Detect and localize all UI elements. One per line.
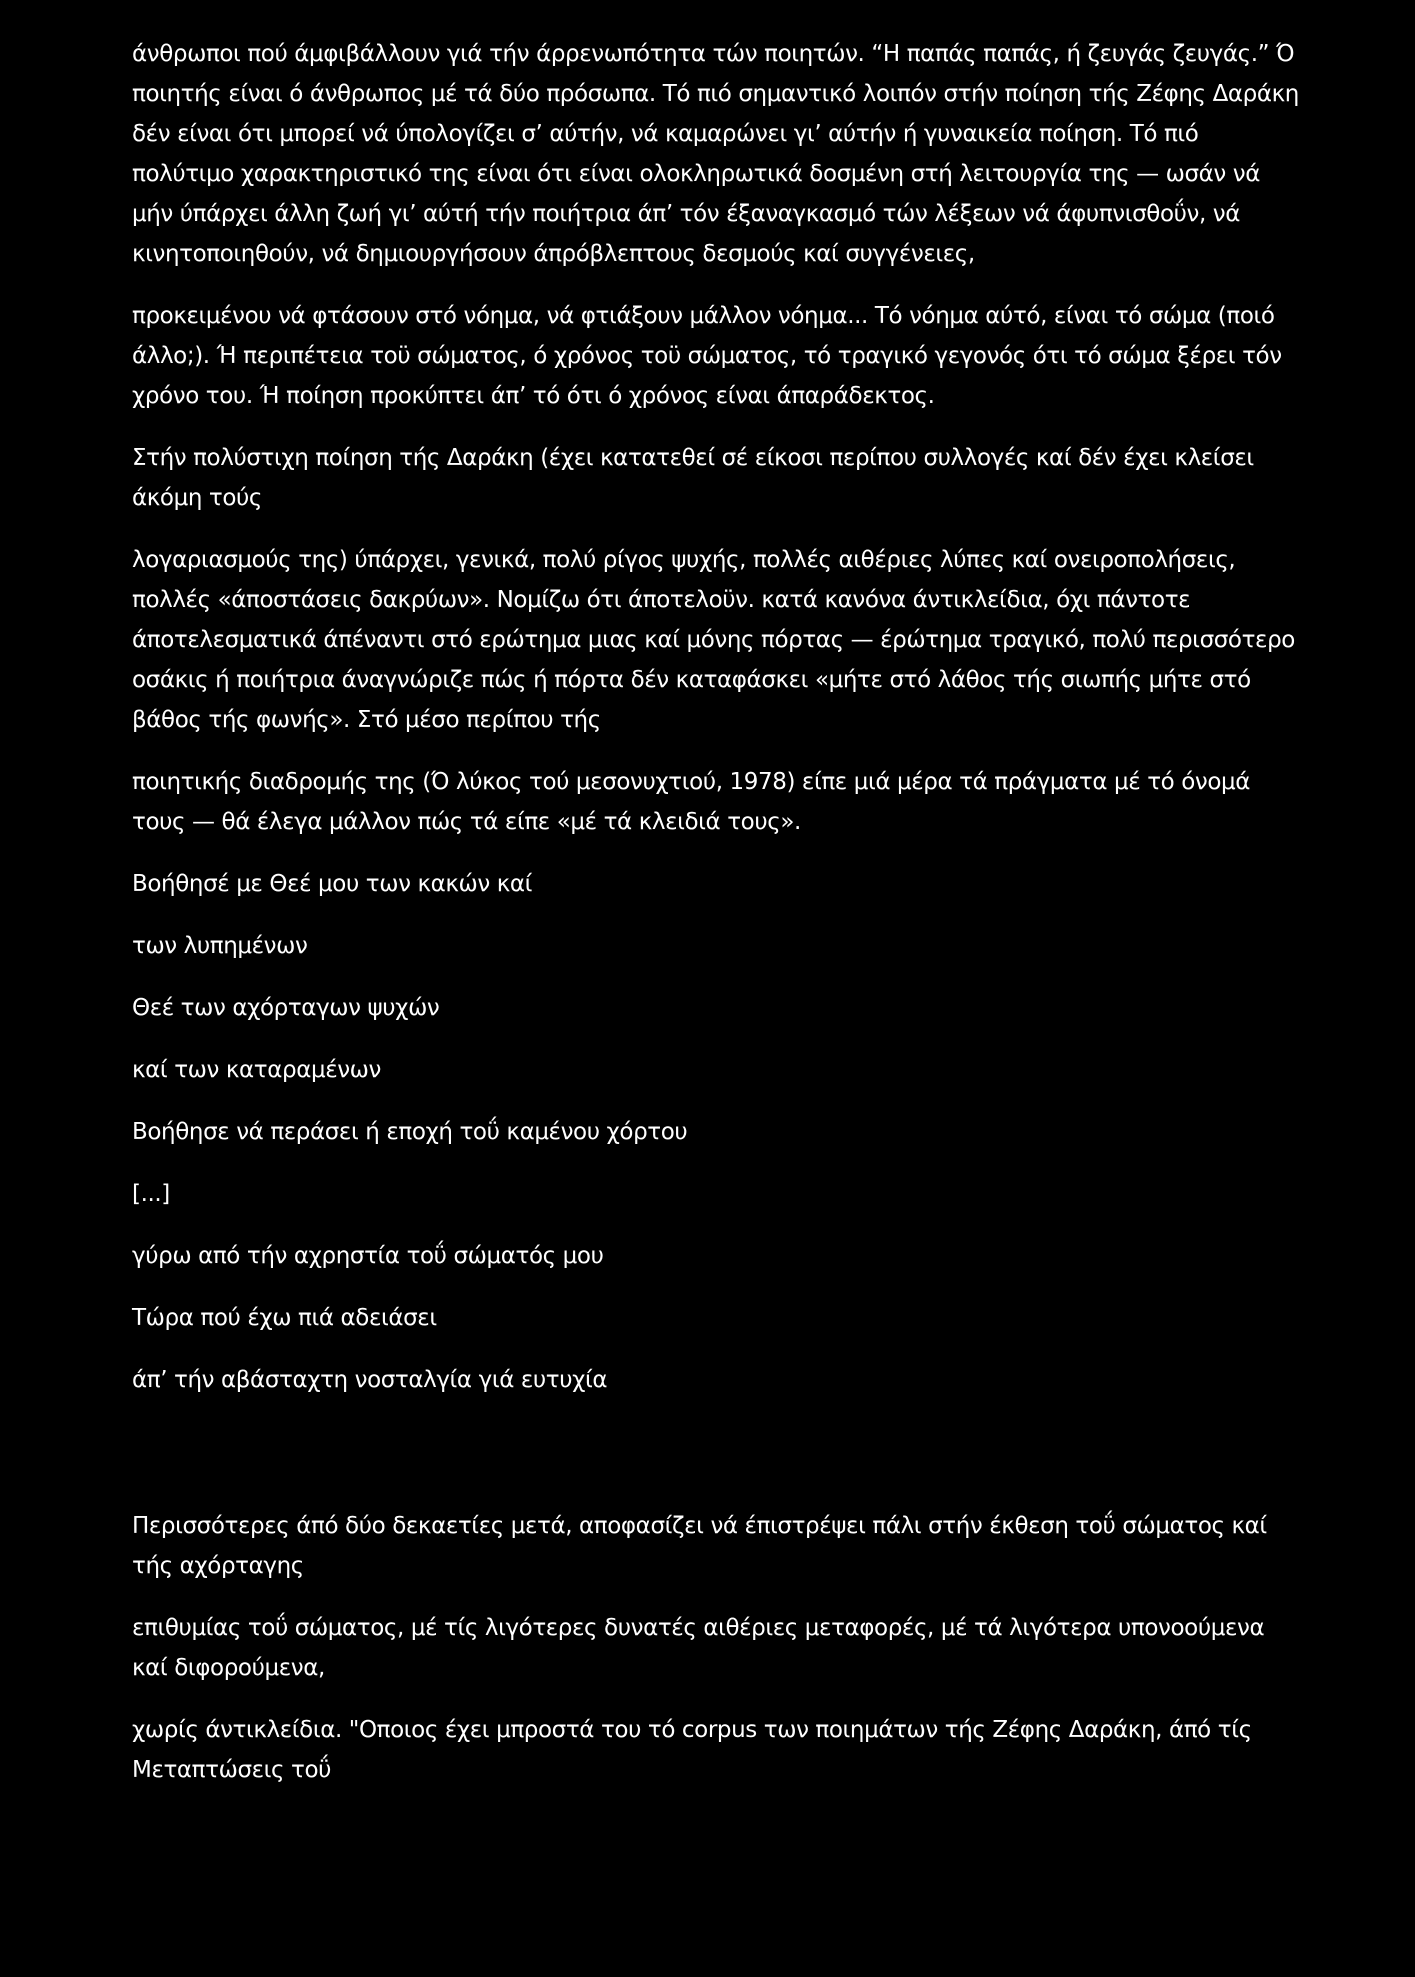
verse-line: [...] bbox=[132, 1181, 170, 1207]
paragraph: λογαριασμούς της) ύπάρχει, γενικά, πολύ ρίγος ψυχής, πολλές αιθέριες λύπες καί ονειροπολήσεις, πολλές «άποστάσεις δακρύων». Νομίζω ότι άποτελοϋν. κατά κανόνα άντικλείδια, όχι πάντοτε άποτελεσματικά άπέναντι στό ερώτημα μιας καί μόνης πόρτας — έρώτημα τραγικό, πολύ περισσότερο οσάκις ή ποιήτρια άναγνώριζε πώς ή πόρτα δέν καταφάσκει «μήτε στό λάθος τής σιωπής μήτε στό βάθος τής φωνής». Στό μέσο περίπου τής bbox=[132, 547, 1295, 733]
verse-line: Θεέ των αχόρταγων ψυχών bbox=[132, 995, 440, 1021]
verse-line: Τώρα πού έχω πιά αδειάσει bbox=[132, 1305, 437, 1331]
paragraph: χωρίς άντικλείδια. "Οποιος έχει μπροστά του τό corpus των ποιημάτων τής Ζέφης Δαράκη, άπό τίς Μεταπτώσεις τοΰ bbox=[132, 1717, 1252, 1783]
paragraph: προκειμένου νά φτάσουν στό νόημα, νά φτιάξουν μάλλον νόημα... Τό νόημα αύτό, είναι τό σώμα (ποιό άλλο;). Ή περιπέτεια τοϋ σώματος, ό χρόνος τοϋ σώματος, τό τραγικό γεγονός ότι τό σώμα ξέρει τόν χρόνο του. Ή ποίηση προκύπτει άπ’ τό ότι ό χρόνος είναι άπαράδεκτος. bbox=[132, 303, 1282, 409]
verse-line: Βοήθησε νά περάσει ή εποχή τοΰ καμένου χόρτου bbox=[132, 1119, 688, 1145]
verse-line: γύρω από τήν αχρηστία τοΰ σώματός μου bbox=[132, 1243, 604, 1269]
paragraph: Περισσότερες άπό δύο δεκαετίες μετά, αποφασίζει νά έπιστρέψει πάλι στήν έκθεση τοΰ σώματος καί τής αχόρταγης bbox=[132, 1513, 1267, 1579]
verse-line: των λυπημένων bbox=[132, 933, 308, 959]
paragraph: άνθρωποι πού άμφιβάλλουν γιά τήν άρρενωπότητα τών ποιητών. “Η παπάς παπάς, ή ζευγάς ζευγάς.” Ό ποιητής είναι ό άνθρωπος μέ τά δύο πρόσωπα. Τό πιό σημαντικό λοιπόν στήν ποίηση τής Ζέφης Δαράκη δέν είναι ότι μπορεί νά ύπολογίζει σ’ αύτήν, νά καμαρώνει γι’ αύτήν ή γυναικεία ποίηση. Τό πιό πολύτιμο χαρακτηριστικό της είναι ότι είναι ολοκληρωτικά δοσμένη στή λειτουργία της — ωσάν νά μήν ύπάρχει άλλη ζωή γι’ αύτή τήν ποιήτρια άπ’ τόν έξαναγκασμό τών λέξεων νά άφυπνισθοΰν, νά κινητοποιηθούν, νά δημιουργήσουν άπρόβλεπτους δεσμούς καί συγγένειες, bbox=[132, 41, 1299, 267]
verse-line: άπ’ τήν αβάσταχτη νοσταλγία γιά ευτυχία bbox=[132, 1367, 608, 1393]
text-column bbox=[132, 34, 1302, 1812]
paragraph: ποιητικής διαδρομής της (Ό λύκος τού μεσονυχτιού, 1978) είπε μιά μέρα τά πράγματα μέ τό όνομά τους — θά έλεγα μάλλον πώς τά είπε «μέ τά κλειδιά τους». bbox=[132, 769, 1251, 835]
poem-excerpt bbox=[132, 864, 1302, 1400]
verse-line: Βοήθησέ με Θεέ μου των κακών καί bbox=[132, 871, 533, 897]
blank-space bbox=[132, 1422, 1302, 1506]
verse-line: καί των καταραμένων bbox=[132, 1057, 381, 1083]
paragraph: επιθυμίας τοΰ σώματος, μέ τίς λιγότερες δυνατές αιθέριες μεταφορές, μέ τά λιγότερα υπονοούμενα καί διφορούμενα, bbox=[132, 1615, 1265, 1681]
paragraph: Στήν πολύστιχη ποίηση τής Δαράκη (έχει κατατεθεί σέ είκοσι περίπου συλλογές καί δέν έχει κλείσει άκόμη τούς bbox=[132, 445, 1254, 511]
